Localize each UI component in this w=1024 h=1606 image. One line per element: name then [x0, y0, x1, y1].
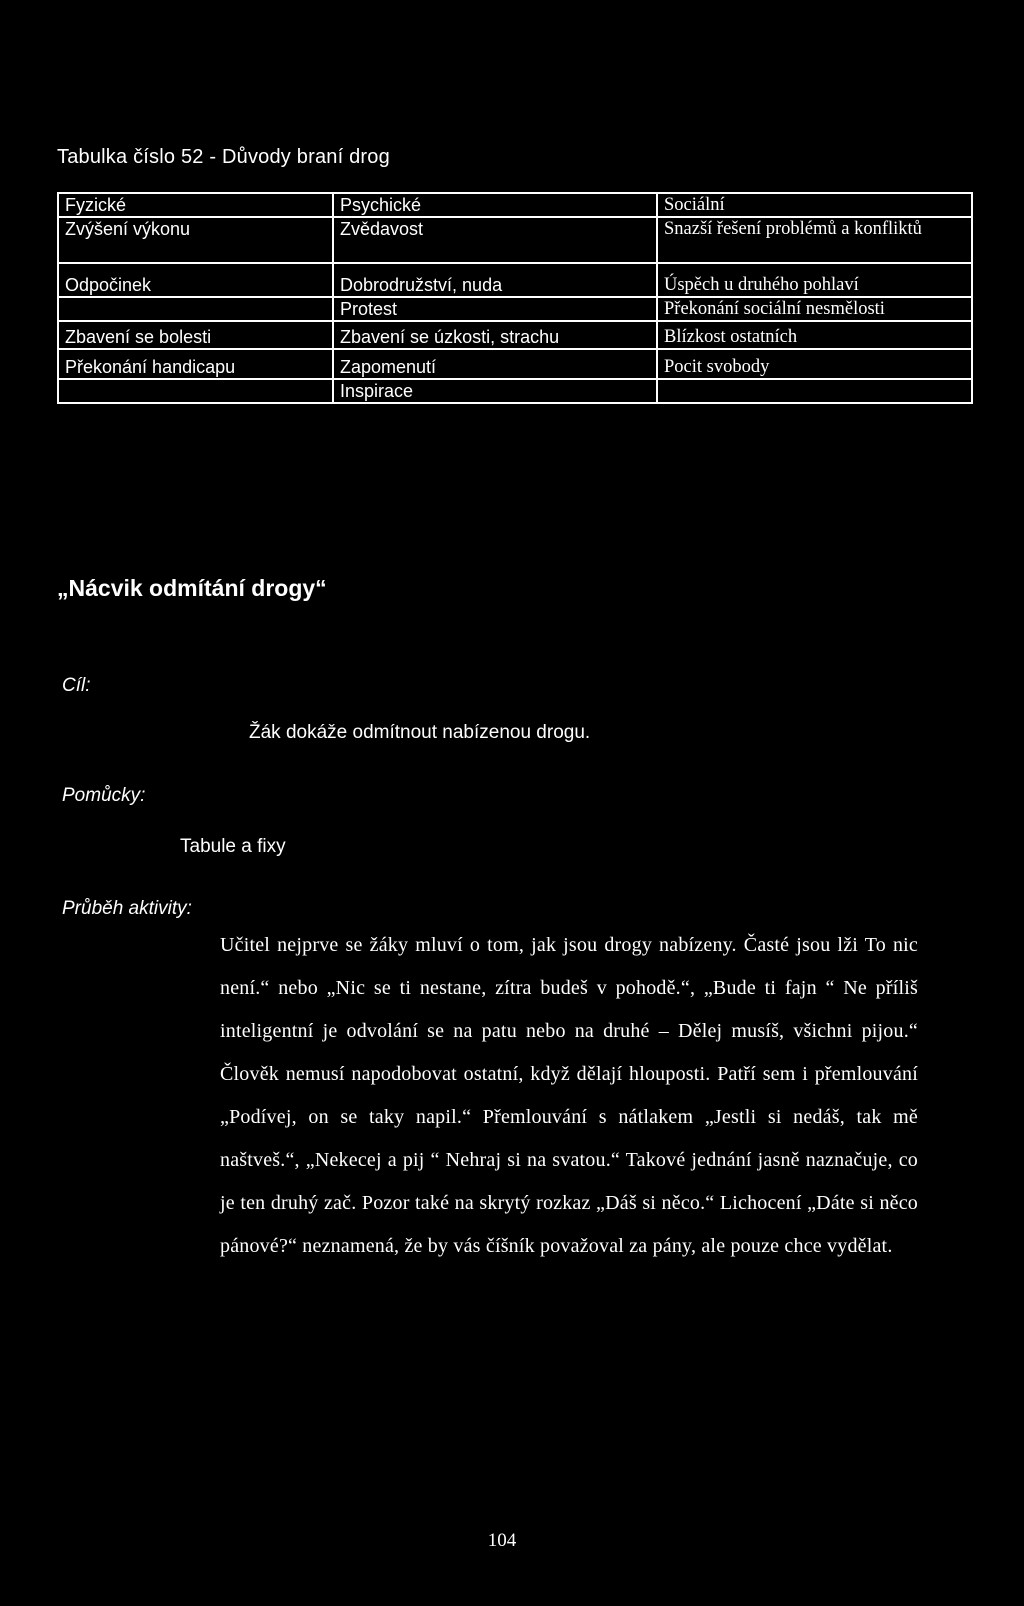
table-row [58, 217, 972, 263]
course-label: Průběh aktivity: [62, 898, 192, 919]
table-cell: Zvědavost [333, 217, 657, 263]
tools-label: Pomůcky: [62, 785, 146, 806]
table-cell [657, 379, 972, 403]
table-cell: Pocit svobody [657, 349, 972, 379]
table-row [58, 349, 972, 379]
table-cell [58, 297, 333, 321]
page-number: 104 [487, 1530, 517, 1551]
table-cell: Úspěch u druhého pohlaví [657, 263, 972, 297]
table-cell: Fyzické [58, 193, 333, 217]
table-row [58, 193, 972, 217]
table-cell: Psychické [333, 193, 657, 217]
table-caption: Tabulka číslo 52 - Důvody braní drog [57, 146, 390, 168]
table-cell: Překonání sociální nesmělosti [657, 297, 972, 321]
table-cell: Zapomenutí [333, 349, 657, 379]
activity-heading: „Nácvik odmítání drogy“ [57, 575, 327, 601]
table-cell: Dobrodružství, nuda [333, 263, 657, 297]
table-cell: Zbavení se bolesti [58, 321, 333, 349]
table-cell: Zbavení se úzkosti, strachu [333, 321, 657, 349]
course-paragraph: Učitel nejprve se žáky mluví o tom, jak jsou drogy nabízeny. Časté jsou lži To nic není.“ nebo „Nic se ti nestane, zítra budeš v pohodě.“, „Bude ti fajn “ Ne příliš inteligentní je odvolání se na patu nebo na druhé – Dělej musíš, všichni pijou.“ Člověk nemusí napodobovat ostatní, když dělají hlouposti. Patří sem i přemlouvání „Podívej, on se taky napil.“ Přemlouvání s nátlakem „Jestli si nedáš, tak mě naštveš.“, „Nekecej a pij “ Nehraj si na svatou.“ Takové jednání jasně naznačuje, co je ten druhý zač. Pozor také na skrytý rozkaz „Dáš si něco.“ Lichocení „Dáte si něco pánové?“ neznamená, že by vás číšník považoval za pány, ale pouze chce vydělat. [220, 934, 918, 1257]
table-cell: Překonání handicapu [58, 349, 333, 379]
goal-text: Žák dokáže odmítnout nabízenou drogu. [249, 722, 591, 743]
table-row [58, 297, 972, 321]
table-cell [58, 379, 333, 403]
table-cell: Inspirace [333, 379, 657, 403]
table-cell: Odpočinek [58, 263, 333, 297]
drug-reasons-table [57, 192, 973, 404]
table-row [58, 379, 972, 403]
table-row [58, 263, 972, 297]
tools-text: Tabule a fixy [180, 836, 286, 857]
table-cell: Blízkost ostatních [657, 321, 972, 349]
table-cell: Protest [333, 297, 657, 321]
table-row [58, 321, 972, 349]
table-cell: Sociální [657, 193, 972, 217]
table-cell: Snazší řešení problémů a konfliktů [657, 217, 972, 263]
goal-label: Cíl: [62, 675, 91, 696]
table-cell: Zvýšení výkonu [58, 217, 333, 263]
